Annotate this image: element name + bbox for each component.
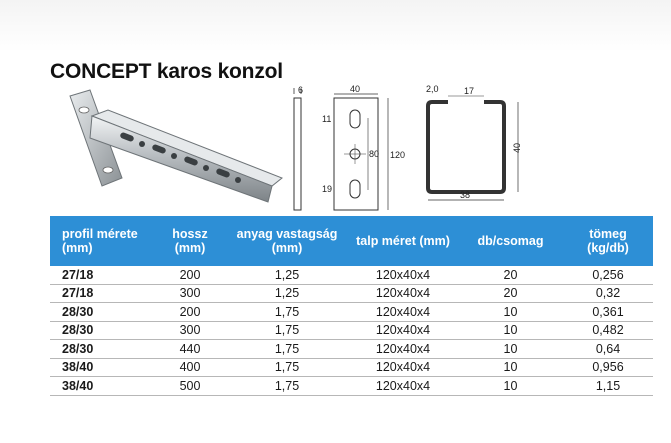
- header-talp-meret: talp méret (mm): [348, 216, 458, 266]
- dim-profile-slot: 17: [464, 86, 475, 96]
- cell-vastagsag: 1,25: [226, 266, 348, 284]
- dim-profile-width: 38: [460, 190, 471, 200]
- cell-db: 20: [458, 266, 563, 284]
- table-row: [50, 266, 653, 284]
- cell-db: 10: [458, 303, 563, 322]
- cell-profil: 28/30: [50, 340, 154, 359]
- cell-talp: 120x40x4: [348, 340, 458, 359]
- dim-plate-top-offset: 11: [322, 114, 332, 124]
- table-row: [50, 340, 653, 359]
- cell-hossz: 500: [154, 377, 226, 396]
- cell-hossz: 440: [154, 340, 226, 359]
- dim-plate-width: 40: [350, 84, 361, 94]
- cell-vastagsag: 1,75: [226, 303, 348, 322]
- page-title: CONCEPT karos konzol: [50, 60, 283, 83]
- dim-profile-height: 40: [512, 142, 522, 153]
- cell-hossz: 200: [154, 303, 226, 322]
- cell-db: 10: [458, 321, 563, 340]
- cell-tomeg: 0,956: [563, 358, 653, 377]
- cell-db: 10: [458, 358, 563, 377]
- cell-profil: 28/30: [50, 303, 154, 322]
- table-row: [50, 377, 653, 396]
- header-hossz: hossz (mm): [154, 216, 226, 266]
- table-row: [50, 358, 653, 377]
- cell-hossz: 200: [154, 266, 226, 284]
- cell-hossz: 300: [154, 284, 226, 303]
- cell-hossz: 400: [154, 358, 226, 377]
- cell-tomeg: 0,482: [563, 321, 653, 340]
- dim-plate-hole-center: 80: [369, 149, 380, 159]
- header-tomeg: tömeg (kg/db): [563, 216, 653, 266]
- table-row: [50, 303, 653, 322]
- table-row: [50, 284, 653, 303]
- header-profil-merete: profil mérete (mm): [50, 216, 154, 266]
- bracket-photo: [50, 86, 290, 214]
- cell-talp: 120x40x4: [348, 303, 458, 322]
- table-row: [50, 321, 653, 340]
- header-anyag-vastagsag: anyag vastagság (mm): [226, 216, 348, 266]
- cell-profil: 27/18: [50, 284, 154, 303]
- cell-tomeg: 0,64: [563, 340, 653, 359]
- cell-profil: 38/40: [50, 358, 154, 377]
- side-view-drawing: [290, 84, 314, 216]
- spec-table: [50, 216, 653, 396]
- cell-db: 20: [458, 284, 563, 303]
- header-band: [0, 0, 671, 52]
- profile-section-drawing: [418, 84, 530, 206]
- dim-side-thickness: 6: [298, 85, 304, 95]
- header-db-csomag: db/csomag: [458, 216, 563, 266]
- dim-plate-height: 120: [390, 150, 406, 160]
- cell-vastagsag: 1,25: [226, 284, 348, 303]
- cell-talp: 120x40x4: [348, 321, 458, 340]
- cell-tomeg: 1,15: [563, 377, 653, 396]
- cell-db: 10: [458, 340, 563, 359]
- cell-talp: 120x40x4: [348, 358, 458, 377]
- cell-profil: 38/40: [50, 377, 154, 396]
- dim-plate-bottom-offset: 19: [322, 184, 333, 194]
- cell-vastagsag: 1,75: [226, 321, 348, 340]
- cell-vastagsag: 1,75: [226, 358, 348, 377]
- cell-tomeg: 0,32: [563, 284, 653, 303]
- cell-db: 10: [458, 377, 563, 396]
- cell-hossz: 300: [154, 321, 226, 340]
- cell-profil: 27/18: [50, 266, 154, 284]
- cell-vastagsag: 1,75: [226, 340, 348, 359]
- cell-tomeg: 0,256: [563, 266, 653, 284]
- cell-talp: 120x40x4: [348, 377, 458, 396]
- cell-tomeg: 0,361: [563, 303, 653, 322]
- cell-vastagsag: 1,75: [226, 377, 348, 396]
- table-header-row: [50, 216, 653, 266]
- cell-talp: 120x40x4: [348, 266, 458, 284]
- dim-profile-wall: 2,0: [426, 84, 439, 94]
- cell-profil: 28/30: [50, 321, 154, 340]
- base-plate-drawing: [322, 84, 408, 216]
- cell-talp: 120x40x4: [348, 284, 458, 303]
